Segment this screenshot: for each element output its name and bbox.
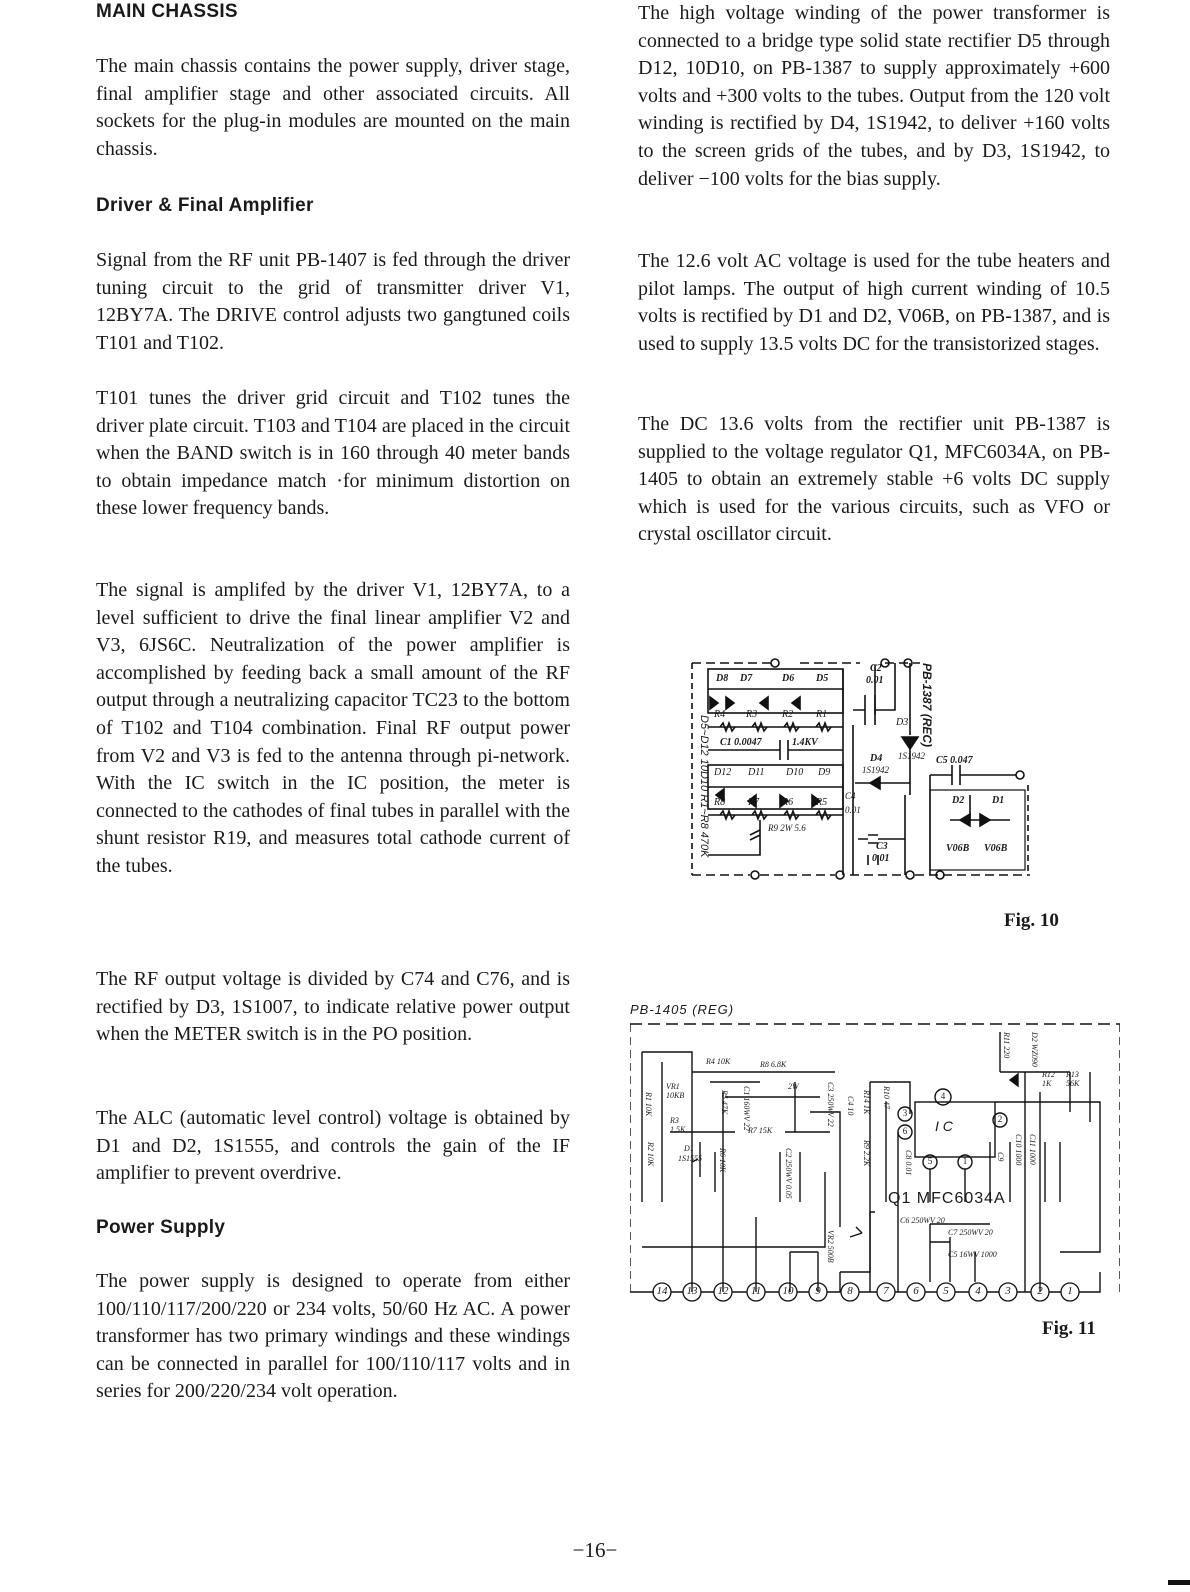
fig10-d3-part: 1S1942 (898, 751, 925, 761)
fig11-c2: C2 250WV 0.05 (784, 1148, 793, 1199)
page-number: −16− (572, 1538, 618, 1562)
fig10-c1: C1 0.0047 (720, 737, 762, 748)
fig11-r5: R5 47K (720, 1090, 729, 1115)
pin-10: 10 (782, 1285, 794, 1297)
fig10-left-label: D5~D12 10D10 R1~R8 470K (698, 715, 710, 858)
fig10-r8: R8 (714, 797, 726, 808)
fig11-r7: R7 15K (748, 1126, 773, 1135)
paragraph-rf-output: The RF output voltage is divided by C74 and C76, and is rectified by D3, 1S1007, to indicate relative power output when the METER switch is in the PO position. (96, 968, 570, 1046)
paragraph-power-supply: The power supply is designed to operate from either 100/110/117/200/220 or 234 volts, 50/60 Hz AC. A power transformer has two primary windings and these windings can be connected in parallel for 100/110/117 volts and in series for 200/220/234 volt operation. (96, 1270, 570, 1403)
fig11-vr2: VR2 500B (826, 1230, 835, 1263)
fig11-c9: C9 (996, 1152, 1005, 1162)
fig11-r12: R12 1K (1042, 1070, 1055, 1088)
ic-pin-5: 5 (927, 1156, 933, 1166)
pin-9: 9 (815, 1285, 821, 1297)
paragraph-main-chassis: The main chassis contains the power supply, driver stage, final amplifier stage and other associated circuits. All sockets for the plug-in modules are mounted on the main chassis. (96, 55, 570, 160)
fig11-r8: R8 6.8K (760, 1060, 787, 1069)
fig10-c4: C4 (845, 791, 856, 801)
fig11-c6: C6 250WV 20 (900, 1216, 945, 1225)
fig11-r9: R9 2.2K (862, 1140, 871, 1167)
pin-4: 4 (975, 1285, 981, 1297)
fig11-r2: R2 10K (646, 1142, 655, 1167)
fig10-d4-part: 1S1942 (862, 765, 889, 775)
fig10-c1-voltage: 1.4KV (792, 737, 818, 748)
pin-6: 6 (913, 1285, 919, 1297)
pin-7: 7 (883, 1285, 889, 1297)
fig10-c4-value: 0.01 (845, 805, 861, 815)
figure-10-schematic (690, 655, 1060, 895)
fig10-c3: C3 (876, 841, 888, 852)
fig10-r7: R7 (748, 797, 760, 808)
fig11-d2: D2 WZ090 (1030, 1032, 1039, 1067)
fig11-r6: R6 10K (718, 1148, 727, 1173)
heading-power-supply: Power Supply (96, 1217, 226, 1238)
ic-pin-1: 1 (962, 1156, 968, 1166)
fig11-r4: R4 10K (706, 1057, 731, 1066)
heading-main-chassis: MAIN CHASSIS (96, 1, 238, 22)
ic-pin-2: 2 (997, 1114, 1003, 1124)
fig10-d5: D5 (816, 673, 829, 684)
pin-11: 11 (750, 1285, 762, 1297)
fig11-c4: C4 10 (846, 1096, 855, 1116)
pin-5: 5 (943, 1285, 949, 1297)
fig11-c7: C7 250WV 20 (948, 1228, 993, 1237)
fig10-d3: D3 (896, 717, 909, 728)
fig11-ic-label: I C (935, 1118, 953, 1134)
ic-pin-6: 6 (902, 1126, 908, 1136)
corner-mark (1168, 1580, 1190, 1585)
fig11-d1: D1 (684, 1144, 694, 1153)
fig11-r14: R14 1K (862, 1090, 871, 1115)
fig10-d8: D8 (716, 673, 729, 684)
fig11-r1: R1 10K (644, 1092, 653, 1117)
fig10-d11: D11 (748, 767, 765, 778)
fig11-q1-label: Q1 MFC6034A (888, 1190, 1006, 1207)
pin-14: 14 (656, 1285, 668, 1297)
fig10-r3: R3 (746, 709, 758, 720)
fig10-c3-value: 0.01 (872, 853, 890, 864)
fig10-d6: D6 (782, 673, 795, 684)
ic-pin-3: 3 (902, 1108, 908, 1118)
paragraph-heater-voltage: The 12.6 volt AC voltage is used for the tube heaters and pilot lamps. The output of high current winding of 10.5 volts is rectified by D1 and D2, V06B, on PB-1387, and is used to supply 13.5 volts DC for the transistorized stages. (638, 250, 1110, 355)
fig10-caption: Fig. 10 (1004, 910, 1059, 931)
paragraph-t101: T101 tunes the driver grid circuit and T102 tunes the driver plate circuit. T103 and T104 are placed in the circuit when the BAND switch is in 160 through 40 meter bands to obtain impedance match ·for minimum distortion on these lower frequency bands. (96, 387, 570, 520)
fig10-r5: R5 (816, 797, 828, 808)
paragraph-driver-signal: Signal from the RF unit PB-1407 is fed through the driver tuning circuit to the grid of transmitter driver V1, 12BY7A. The DRIVE control adjusts two gangtuned coils T101 and T102. (96, 249, 570, 354)
fig11-board-label: PB-1405 (REG) (630, 1002, 735, 1017)
fig10-d9: D9 (818, 767, 831, 778)
fig10-v06b-left: V06B (946, 843, 970, 854)
fig11-c3: C3 250WV 22 (826, 1082, 835, 1127)
fig11-r13: R13 56K (1066, 1070, 1080, 1088)
paragraph-amplifier: The signal is amplifed by the driver V1, 12BY7A, to a level sufficient to drive the final linear amplifier V2 and V3, 6JS6C. Neutralization of the power amplifier is accomplished by feeding back a small amount of the RF output through a neutralizing capacitor TC23 to the bottom of T102 and T104 combination. Final RF output power from V2 and V3 is fed to the antenna through pi-network. With the IC switch in the IC position, the meter is connected to the cathodes of final tubes in parallel with the shunt resistor R19, and measures total cathode current of the tubes. (96, 579, 570, 877)
pin-3: 3 (1005, 1285, 1011, 1297)
fig10-c5: C5 0.047 (936, 755, 973, 766)
fig11-c10: C10 1000 (1014, 1134, 1023, 1166)
fig10-d1: D1 (992, 795, 1005, 806)
fig11-c5: C5 16WV 1000 (948, 1250, 997, 1259)
fig11-c8: C8 0.01 (904, 1150, 913, 1176)
fig11-vr1: VR1 10KB (666, 1082, 685, 1100)
fig10-r6: R6 (782, 797, 794, 808)
fig10-c2: C2 (870, 663, 882, 674)
fig10-r1: R1 (816, 709, 828, 720)
pin-8: 8 (847, 1285, 853, 1297)
fig10-d10: D10 (786, 767, 804, 778)
pin-13: 13 (686, 1285, 698, 1297)
fig11-r8-watt: 2W (788, 1082, 799, 1091)
fig10-right-label: PB-1387 (REC) (920, 663, 934, 748)
pin-1: 1 (1067, 1285, 1073, 1297)
fig10-c2-value: 0.01 (866, 675, 884, 686)
figure-11-schematic (630, 1002, 1120, 1327)
fig10-d4: D4 (870, 753, 883, 764)
fig11-r10: R10 47 (882, 1086, 891, 1109)
fig11-c1: C1 160WV 22 (742, 1086, 751, 1131)
paragraph-high-voltage: The high voltage winding of the power transformer is connected to a bridge type solid state rectifier D5 through D12, 10D10, on PB-1387 to supply approximately +600 volts and +300 volts to the tubes. Output from the 120 volt winding is rectified by D4, 1S1942, to deliver +160 volts to the screen grids of the tubes, and by D3, 1S1942, to deliver −100 volts for the bias supply. (638, 2, 1110, 190)
paragraph-regulator: The DC 13.6 volts from the rectifier unit PB-1387 is supplied to the voltage regulator Q1, MFC6034A, on PB-1405 to obtain an extremely stable +6 volts DC supply which is used for the various circuits, such as VFO or crystal oscillator circuit. (638, 413, 1110, 546)
pin-2: 2 (1037, 1285, 1043, 1297)
fig10-d2: D2 (952, 795, 965, 806)
ic-pin-4: 4 (940, 1091, 946, 1101)
fig11-r11: R11 220 (1002, 1032, 1011, 1059)
fig10-d7: D7 (740, 673, 753, 684)
fig11-c11: C11 1000 (1028, 1134, 1037, 1165)
pin-12: 12 (717, 1285, 729, 1297)
heading-driver-final: Driver & Final Amplifier (96, 195, 314, 216)
fig11-d1-part: 1S1555 (678, 1154, 702, 1163)
fig10-d12: D12 (714, 767, 732, 778)
paragraph-alc: The ALC (automatic level control) voltage is obtained by D1 and D2, 1S1555, and controls the gain of the IF amplifier to prevent overdrive. (96, 1107, 570, 1185)
fig10-r2: R2 (782, 709, 794, 720)
fig10-r9: R9 2W 5.6 (768, 823, 806, 833)
fig11-caption: Fig. 11 (1042, 1318, 1096, 1339)
fig10-v06b-right: V06B (984, 843, 1008, 854)
fig11-r3: R3 1.5K (670, 1116, 686, 1134)
fig10-r4: R4 (714, 709, 726, 720)
